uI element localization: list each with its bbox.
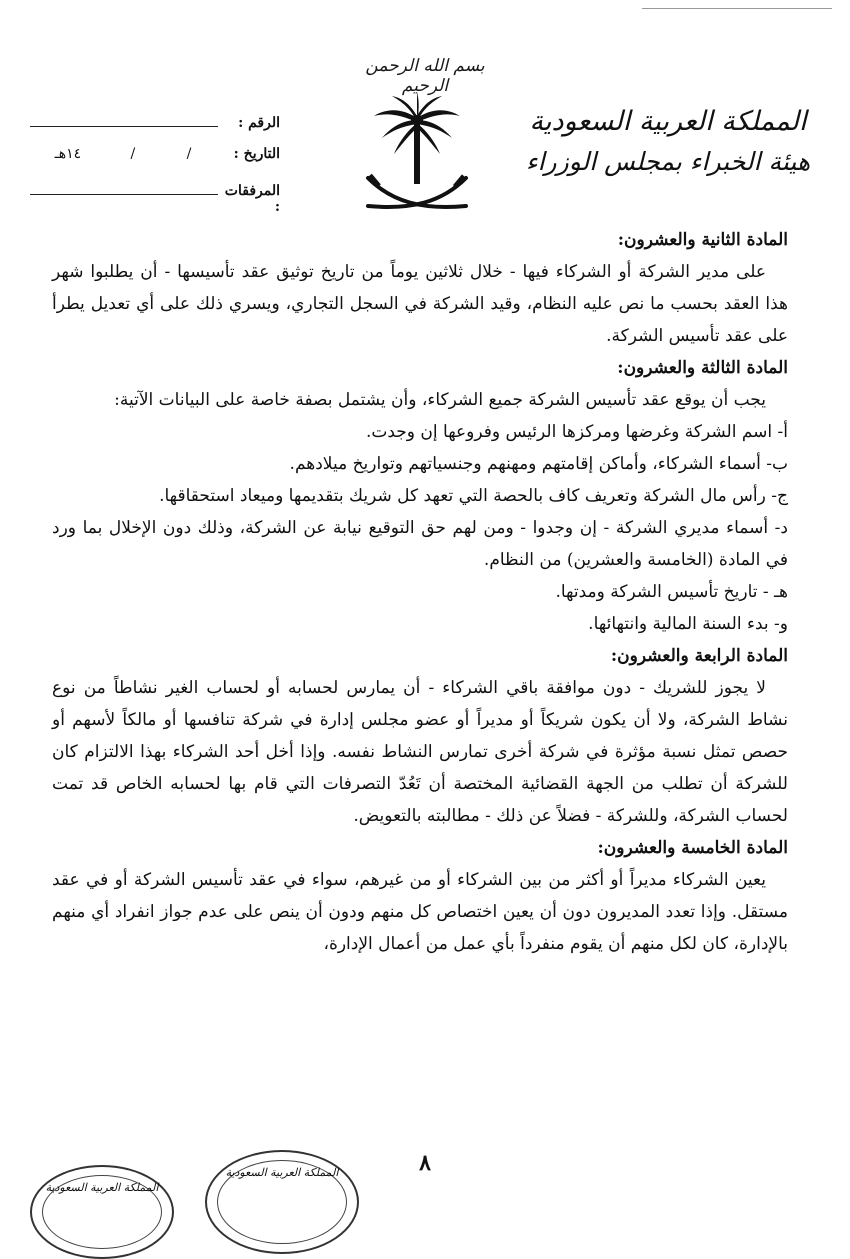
article-title: المادة الرابعة والعشرون:	[610, 646, 788, 666]
date-value	[30, 146, 218, 162]
kingdom-name: المملكة العربية السعودية	[529, 106, 807, 137]
article-title: المادة الثالثة والعشرون:	[617, 358, 788, 378]
date-sep-2: /	[130, 146, 138, 162]
article-25	[52, 832, 788, 960]
list-item: و- بدء السنة المالية وانتهائها.	[588, 614, 788, 634]
list-item: ج- رأس مال الشركة وتعريف كاف بالحصة التي تعهد كل شريك بتقديمها وميعاد استحقاقها.	[159, 486, 788, 506]
date-year: ١٤هـ	[54, 146, 82, 162]
date-sep-1: /	[186, 146, 194, 162]
article-23	[52, 352, 788, 640]
list-item: ب- أسماء الشركاء، وأماكن إقامتهم ومهنهم وجنسياتهم وتواريخ ميلادهم.	[289, 454, 788, 474]
article-title: المادة الثانية والعشرون:	[617, 230, 788, 250]
basmala: بسم الله الرحمن الرحيم	[365, 56, 485, 96]
page-number: ٨	[419, 1150, 431, 1176]
list-item: أ- اسم الشركة وغرضها ومركزها الرئيس وفروعها إن وجدت.	[365, 422, 788, 442]
article-paragraph: يعين الشركاء مديراً أو أكثر من بين الشركاء أو من غيرهم، سواء في عقد تأسيس الشركة أو في عقد مستقل. وإذا تعدد المديرون دون أن يعين اختصاص كل منهم ودون أن ينص على عدم جواز انفراد أي منهم بالإدارة، كان لكل منهم أن يقوم منفرداً بأي عمل من أعمال الإدارة،	[52, 870, 788, 954]
article-title: المادة الخامسة والعشرون:	[597, 838, 788, 858]
article-22	[52, 224, 788, 352]
article-paragraph: على مدير الشركة أو الشركاء فيها - خلال ثلاثين يوماً من تاريخ توثيق عقد تأسيسها - أن يطلبوا شهر هذا العقد بحسب ما نص عليه النظام، وقيد الشركة في السجل التجاري، ويسري ذلك على أي تعديل يطرأ على عقد تأسيس الشركة.	[52, 262, 788, 346]
date-label: التاريخ :	[233, 146, 280, 162]
number-line	[30, 112, 218, 127]
attachments-label: المرفقات :	[224, 183, 280, 215]
article-24	[52, 640, 788, 832]
top-rule	[642, 8, 832, 9]
article-paragraph: لا يجوز للشريك - دون موافقة باقي الشركاء - أن يمارس لحسابه أو لحساب الغير نشاطاً من نوع نشاط الشركة، ولا أن يكون شريكاً أو مديراً أو عضو مجلس إدارة في شركة تنافسها أو مالكاً لأسهم أو حصص تمثل نسبة مؤثرة في شركة أخرى تمارس النشاط نفسه. وإذا أخل أحد الشركاء بهذا الالتزام كان للشركة أن تطلب من الجهة القضائية المختصة أن تَعُدّ التصرفات التي قام بها لحسابه الخاص قد تمت لحساب الشركة، وللشركة - فضلاً عن ذلك - مطالبته بالتعويض.	[52, 678, 788, 826]
stamp-text: المملكة العربية السعودية	[225, 1166, 339, 1179]
official-stamp	[30, 1165, 174, 1259]
list-item: د- أسماء مديري الشركة - إن وجدوا - ومن لهم حق التوقيع نيابة عن الشركة، وذلك دون الإخلال بما ورد في المادة (الخامسة والعشرين) من النظام.	[52, 518, 788, 570]
authority-name: هيئة الخبراء بمجلس الوزراء	[525, 147, 811, 177]
number-label: الرقم :	[238, 115, 280, 131]
date-row	[30, 146, 280, 166]
list-item: هـ - تاريخ تأسيس الشركة ومدتها.	[555, 582, 788, 602]
official-stamp	[205, 1150, 359, 1254]
attachments-row	[30, 180, 280, 215]
document-body	[52, 224, 788, 960]
reference-block	[30, 112, 280, 214]
stamp-text: المملكة العربية السعودية	[45, 1181, 159, 1194]
saudi-emblem-icon	[362, 90, 472, 225]
article-paragraph: يجب أن يوقع عقد تأسيس الشركة جميع الشركاء، وأن يشتمل بصفة خاصة على البيانات الآتية:	[114, 390, 766, 410]
letterhead-authority	[518, 100, 818, 181]
attachments-line	[30, 180, 218, 195]
reference-number-row	[30, 112, 280, 132]
